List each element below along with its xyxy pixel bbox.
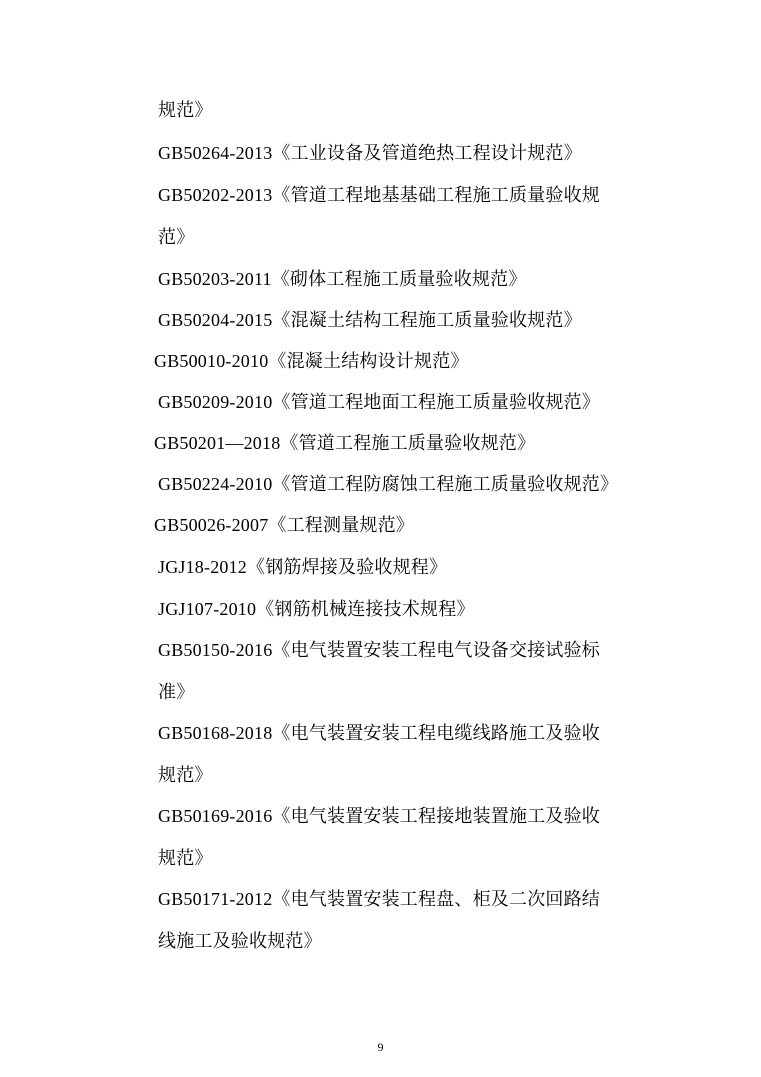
- page-number: 9: [377, 1040, 384, 1054]
- text-line: 规范》: [158, 100, 213, 120]
- text-line: 范》: [158, 227, 195, 247]
- text-line: GB50204-2015《混凝土结构工程施工质量验收规范》: [158, 310, 582, 330]
- text-line: 线施工及验收规范》: [158, 931, 322, 951]
- text-line: GB50150-2016《电气装置安装工程电气设备交接试验标: [158, 640, 600, 660]
- text-line: 规范》: [158, 765, 213, 785]
- text-line: 准》: [158, 682, 195, 702]
- text-line: GB50168-2018《电气装置安装工程电缆线路施工及验收: [158, 723, 600, 743]
- text-line: GB50169-2016《电气装置安装工程接地装置施工及验收: [158, 806, 600, 826]
- text-line: GB50026-2007《工程测量规范》: [154, 515, 414, 535]
- text-line: GB50209-2010《管道工程地面工程施工质量验收规范》: [158, 392, 600, 412]
- text-line: GB50202-2013《管道工程地基基础工程施工质量验收规: [158, 185, 600, 205]
- text-line: 规范》: [158, 848, 213, 868]
- text-line: GB50171-2012《电气装置安装工程盘、柜及二次回路结: [158, 889, 600, 909]
- text-line: JGJ107-2010《钢筋机械连接技术规程》: [158, 599, 475, 619]
- text-line: GB50201—2018《管道工程施工质量验收规范》: [154, 433, 536, 453]
- text-line: GB50224-2010《管道工程防腐蚀工程施工质量验收规范》: [158, 474, 619, 494]
- text-line: JGJ18-2012《钢筋焊接及验收规程》: [158, 557, 448, 577]
- text-line: GB50010-2010《混凝土结构设计规范》: [154, 351, 469, 371]
- text-line: GB50264-2013《工业设备及管道绝热工程设计规范》: [158, 143, 582, 163]
- text-line: GB50203-2011《砌体工程施工质量验收规范》: [158, 269, 527, 289]
